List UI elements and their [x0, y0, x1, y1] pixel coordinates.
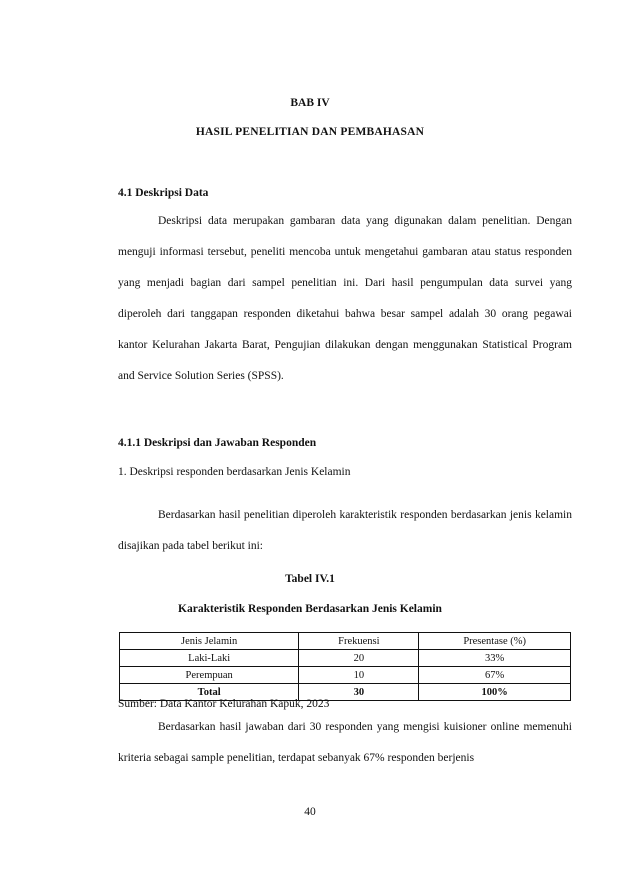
section-4-1-heading: 4.1 Deskripsi Data: [118, 187, 209, 199]
section-4-1-1-text: Berdasarkan hasil penelitian diperoleh karakteristik responden berdasarkan jenis kelamin disajikan pada tabel berikut ini:: [118, 509, 572, 552]
table-label: Tabel IV.1: [285, 573, 335, 585]
section-4-1-1-heading: 4.1.1 Deskripsi dan Jawaban Responden: [118, 437, 317, 449]
closing-text: Berdasarkan hasil jawaban dari 30 responden yang mengisi kuisioner online memenuhi kriteria sebagai sample penelitian, terdapat sebanyak 67% responden berjenis: [118, 721, 572, 764]
table-source: Sumber: Data Kantor Kelurahan Kapuk, 2023: [118, 698, 330, 710]
page-number: 40: [304, 806, 316, 818]
chapter-label: BAB IV: [290, 97, 330, 109]
table-header-cell: Presentase (%): [419, 633, 571, 650]
table-cell: 33%: [419, 650, 571, 667]
table-cell: Total: [120, 684, 299, 701]
table-header-row: [120, 633, 571, 650]
table-cell: 20: [299, 650, 419, 667]
table-row: [120, 667, 571, 684]
closing-paragraph: [118, 712, 572, 774]
table-cell: 10: [299, 667, 419, 684]
list-item-1: 1. Deskripsi responden berdasarkan Jenis Kelamin: [118, 466, 351, 478]
table-cell: 67%: [419, 667, 571, 684]
table-header-cell: Frekuensi: [299, 633, 419, 650]
section-4-1-1-paragraph: [118, 500, 572, 562]
section-4-1-paragraph: [118, 206, 572, 392]
table-cell: Perempuan: [120, 667, 299, 684]
chapter-title: HASIL PENELITIAN DAN PEMBAHASAN: [195, 126, 425, 138]
table-caption: Karakteristik Responden Berdasarkan Jenis Kelamin: [178, 603, 442, 615]
table-cell: 100%: [419, 684, 571, 701]
table-row: [120, 650, 571, 667]
respondent-gender-table: [119, 632, 571, 701]
table-cell: Laki-Laki: [120, 650, 299, 667]
table-header-cell: Jenis Jelamin: [120, 633, 299, 650]
section-4-1-text: Deskripsi data merupakan gambaran data yang digunakan dalam penelitian. Dengan menguji informasi tersebut, peneliti mencoba untuk mengetahui gambaran atau status responden yang menjadi bagian dari sampel penelitian ini. Dari hasil pengumpulan data survei yang diperoleh dari tanggapan responden diketahui bahwa besar sampel adalah 30 orang pegawai kantor Kelurahan Jakarta Barat, Pengujian dilakukan dengan menggunakan Statistical Program and Service Solution Series (SPSS).: [118, 215, 572, 382]
table-cell: 30: [299, 684, 419, 701]
